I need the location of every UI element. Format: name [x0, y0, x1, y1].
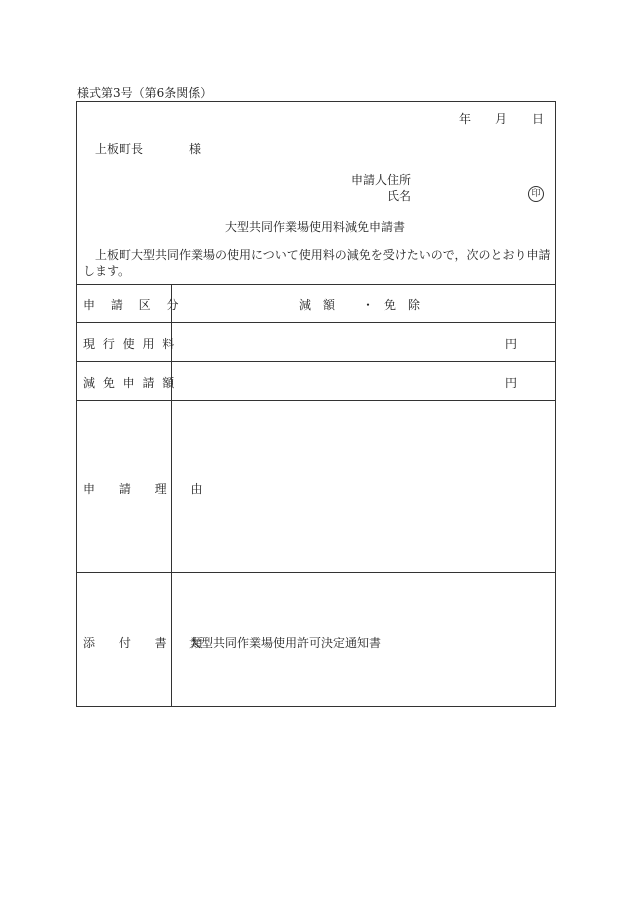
applicant-name-label: 氏名 — [387, 189, 412, 203]
table-divider — [77, 400, 555, 401]
option-exemption[interactable]: 免 除 — [384, 298, 421, 312]
option-separator: ・ — [362, 298, 375, 312]
seal-mark: 印 — [528, 186, 544, 202]
date-year-label: 年 — [459, 112, 472, 126]
table-divider — [77, 284, 555, 285]
application-form — [76, 101, 556, 707]
addressee-name: 上板町長 — [95, 142, 144, 156]
attachments-value: 大型共同作業場使用許可決定通知書 — [189, 636, 382, 650]
current-fee-unit: 円 — [505, 337, 518, 351]
reason-label: 申 請 理 由 — [83, 482, 213, 496]
current-fee-label: 現 行 使 用 料 — [83, 337, 177, 351]
addressee-honorific: 様 — [189, 142, 202, 156]
date-day-label: 日 — [532, 112, 545, 126]
table-divider — [77, 361, 555, 362]
applicant-address-label: 申請人住所 — [351, 173, 412, 187]
form-title: 大型共同作業場使用料減免申請書 — [225, 220, 406, 234]
category-label: 申 請 区 分 — [83, 298, 185, 312]
table-divider — [77, 572, 555, 573]
requested-amount-label: 減 免 申 請 額 — [83, 376, 177, 390]
requested-amount-unit: 円 — [505, 376, 518, 390]
option-reduction[interactable]: 減 額 — [299, 298, 336, 312]
date-month-label: 月 — [495, 112, 508, 126]
table-divider — [77, 322, 555, 323]
attachments-label: 添 付 書 類 — [83, 636, 213, 650]
form-number: 様式第3号（第6条関係） — [77, 86, 213, 100]
application-statement: 上板町大型共同作業場の使用について使用料の減免を受けたいので，次のとおり申請します。 — [83, 248, 551, 278]
